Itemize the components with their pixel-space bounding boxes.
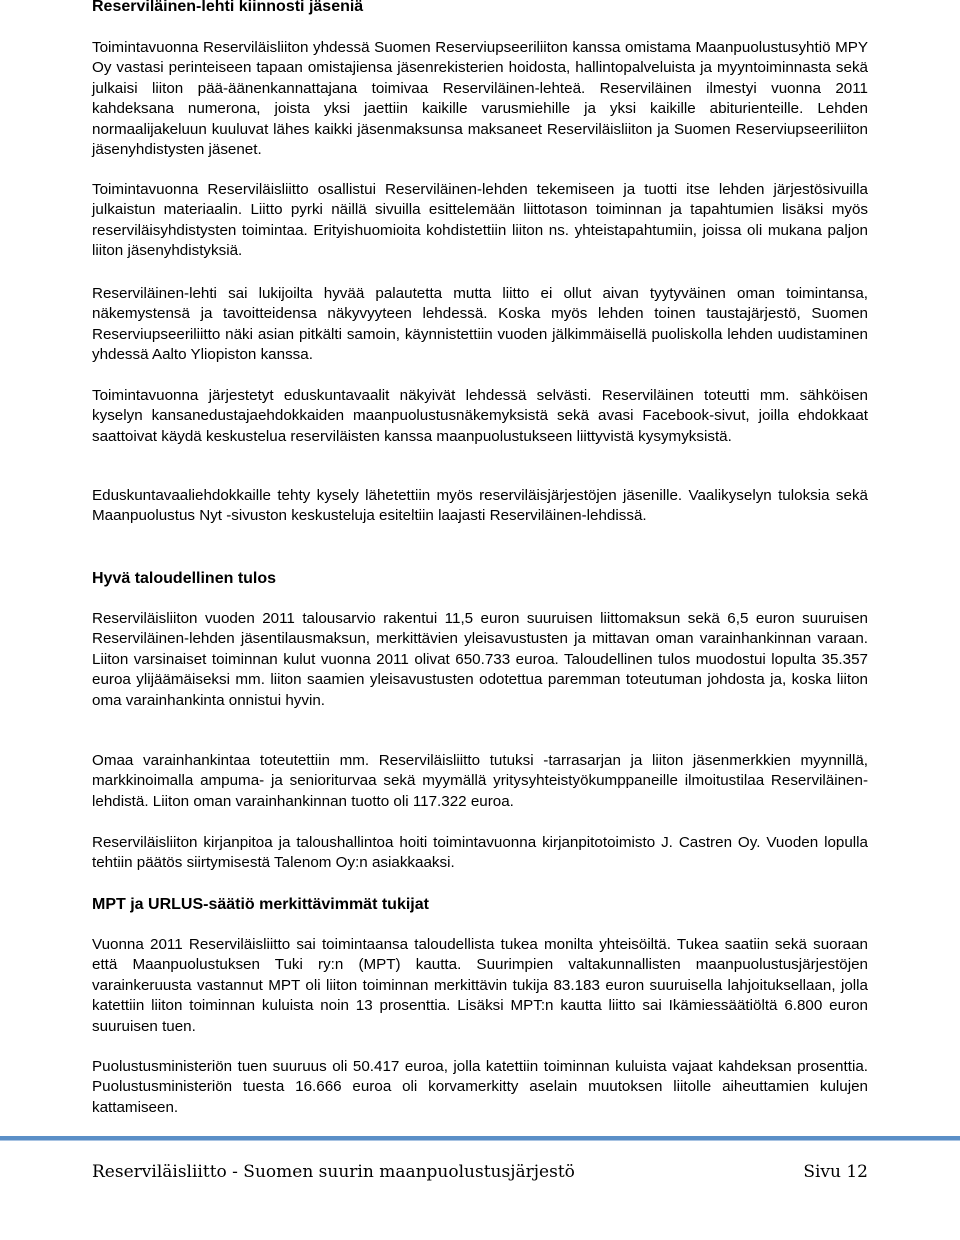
paragraph: Puolustusministeriön tuen suuruus oli 50.417 euroa, jolla katettiin toiminnan kuluista vajaat kahdeksan prosenttia. Puolustusministeriön tuesta 16.666 euroa oli korvamerkitty aselain muutoksen liitolle aiheuttamien kulujen kattamiseen. — [92, 1058, 868, 1116]
paragraph: Toimintavuonna järjestetyt eduskuntavaalit näkyivät lehdessä selvästi. Reserviläinen toteutti mm. sähköisen kyselyn kansanedustajaehdokkaiden maanpuolustusnäkemyksistä sekä avasi Facebook-sivut, joilla ehdokkaat saattoivat käydä keskustelua reserviläisten kanssa maanpuolustukseen liittyvistä kysymyksistä. — [92, 387, 868, 445]
paragraph: Reserviläisliiton vuoden 2011 talousarvio rakentui 11,5 euron suuruisen liittomaksun sekä 6,5 euron suuruisen Reserviläinen-lehden jäsentilausmaksun, merkittävien yleisavustusten ja mittavan oman varainhankinnan varaan. Liiton varsinaiset toiminnan kulut vuonna 2011 olivat 650.733 euroa. Taloudellinen tulos muodostui lopulta 35.357 euroa ylijäämäiseksi mm. liiton saamien yleisavustusten odotettua paremman toteutuman johdosta ja, koska liiton oma varainhankinta onnistui hyvin. — [92, 610, 868, 709]
section-heading: Hyvä taloudellinen tulos — [92, 570, 277, 587]
paragraph: Toimintavuonna Reserviläisliiton yhdessä Suomen Reserviupseeriliiton kanssa omistama Maanpuolustusyhtiö MPY Oy vastasi perinteiseen tapaan omistajiensa jäsenrekisterien hoidosta, hallintopalveluista ja myyntoiminnasta sekä julkaisi liiton pää-äänenkannattajana toimivaa Reserviläinen-lehteä. Reserviläinen ilmestyi vuonna 2011 kahdeksana numerona, joista yksi jaettiin kaikille varusmiehille ja yksi kaikille abiturienteille. Lehden normaalijakeluun kuuluvat lähes kaikki jäsenmaksunsa maksaneet Reserviläisliiton ja Suomen Reserviupseeriliiton jäsenyhdistysten jäsenet. — [92, 39, 868, 159]
paragraph: Omaa varainhankintaa toteutettiin mm. Reserviläisliitto tutuksi -tarrasarjan ja liiton jäsenmerkkien myynnillä, markkinoimalla ampuma- ja senioriturvaa sekä myymällä yritysyhteistyökumppaneille ilmoitustilaa Reserviläinen-lehdistä. Liiton oman varainhankinnan tuotto oli 117.322 euroa. — [92, 752, 868, 810]
paragraph: Eduskuntavaaliehdokkaille tehty kysely lähetettiin myös reserviläisjärjestöjen jäsenille. Vaalikyselyn tuloksia sekä Maanpuolustus Nyt -sivuston keskusteluja esiteltiin laajasti Reserviläinen-lehdissä. — [92, 487, 868, 525]
section-heading: MPT ja URLUS-säätiö merkittävimmät tukijat — [92, 896, 429, 913]
paragraph: Reserviläinen-lehti sai lukijoilta hyvää palautetta mutta liitto ei ollut aivan tyytyväinen oman toimintansa, näkemystensä ja tavoitteidensa näkyvyyteen lehdessä. Koska myös lehden toinen taustajärjestö, Suomen Reserviupseeriliitto näki asian pitkälti samoin, käynnistettiin vuoden jälkimmäisellä puoliskolla lehden uudistaminen yhdessä Aalto Yliopiston kanssa. — [92, 285, 868, 364]
footer-organization: Reserviläisliitto - Suomen suurin maanpuolustusjärjestö — [92, 1162, 575, 1182]
paragraph: Reserviläisliiton kirjanpitoa ja taloushallintoa hoiti toimintavuonna kirjanpitotoimisto J. Castren Oy. Vuoden lopulla tehtiin päätös siirtymisestä Talenom Oy:n asiakkaaksi. — [92, 834, 868, 872]
paragraph: Toimintavuonna Reserviläisliitto osallistui Reserviläinen-lehden tekemiseen ja tuotti itse lehden järjestösivuilla julkaistun materiaalin. Liitto pyrki näillä sivuilla esittelemään liittotason toiminnan ja tapahtumien lisäksi myös reserviläisyhdistysten toimintaa. Erityishuomioita kohdistettiin liiton ns. yhteistapahtumiin, joissa oli mukana paljon liiton jäsenyhdistyksiä. — [92, 181, 868, 260]
paragraph: Vuonna 2011 Reserviläisliitto sai toimintaansa taloudellista tukea monilta yhteisöiltä. Tukea saatiin sekä suoraan että Maanpuolustuksen Tuki ry:n (MPT) kautta. Suurimpien valtakunnallisten maanpuolustusjärjestöjen varainkeruusta vastannut MPT oli liiton toiminnan merkittävin tukija 83.183 euron suuruisella lahjoituksellaan, jolla katettiin liiton toiminnan kuluista noin 13 prosenttia. Lisäksi MPT:n kautta liitto sai Ikämiessäätiöltä 6.800 euron suuruisen tuen. — [92, 936, 868, 1035]
section-heading: Reserviläinen-lehti kiinnosti jäseniä — [92, 0, 364, 15]
footer-divider-thin — [0, 1140, 960, 1141]
page-number: Sivu 12 — [803, 1162, 868, 1182]
